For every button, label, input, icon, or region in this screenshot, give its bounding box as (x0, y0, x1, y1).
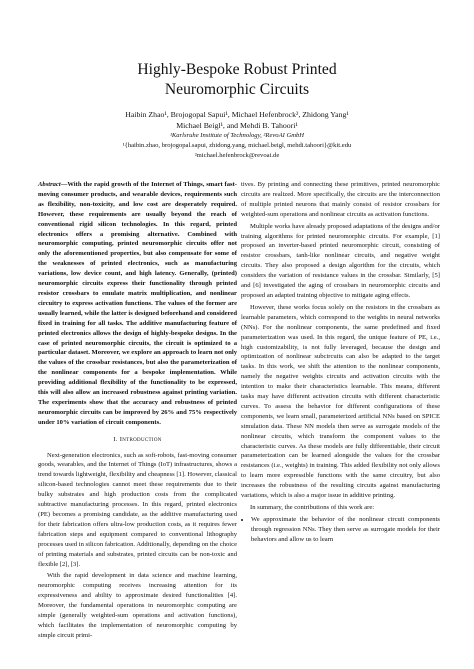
authors-line-1: Haibin Zhao¹, Brojogopal Sapui¹, Michael Hefenbrock², Zhidong Yang¹ (125, 110, 349, 119)
affiliation-line-3: ²michael.hefenbrock@revoai.de (194, 152, 280, 159)
right-column (241, 180, 440, 545)
intro-paragraph-5: In summary, the contributions of this work are: (250, 504, 375, 511)
section-heading-introduction: I. Introduction (113, 435, 162, 443)
abstract-text: —With the rapid growth of the Internet of Things, smart fast-moving consumer products, and wearable devices, requirements such as flexibility, non-toxicity, and low cost are desperately required. However, these requirements are usually beyond the reach of conventional rigid silicon technologies. In this regard, printed electronics offers a promising alternative. Combined with neuromorphic computing, printed neuromorphic circuits offer not only the aforementioned properties, but also compensate for some of the weaknesses of printed electronics, such as manufacturing variations, low device count, and high latency. Generally, (printed) neuromorphic circuits express their functionality through printed resistor crossbars to emulate matrix multiplication, and nonlinear circuitry to express activation functions. The values of the former are usually learned, while the latter is designed beforehand and considered fixed in training for all tasks. The additive manufacturing feature of printed electronics allows the design of highly-bespoke designs. In the case of printed neuromorphic circuits, the circuit is optimized to a particular dataset. Moreover, we explore an approach to learn not only the values of the crossbar resistances, but also the parameterization of the nonlinear components for a bespoke implementation. While providing additional flexibility of the functionality to be expressed, this will also allow an increased robustness against printing variation. The experiments show that the accuracy and robustness of printed neuromorphic circuits can be improved by 26% and 75% respectively under 10% variation of circuit components. (38, 181, 237, 426)
authors-line-2: Michael Beigl¹, and Mehdi B. Tahoori¹ (176, 121, 298, 130)
intro-paragraph-3: Multiple works have already proposed adaptations of the designs and/or training algorithms for printed neuromorphic circuits. For example, [1] proposed an inverter-based printed neuromorphic circuit, consisting of resistor crossbars, tanh-like nonlinear circuits, and negative weight circuits. They also proposed a design algorithm for the circuits, which considers the variation of resistance values in the crossbar. Similarly, [5] and [6] investigated the aging of crossbars in neuromorphic circuits and proposed an adapted training objective to mitigate aging effects. (241, 222, 440, 299)
contribution-list (241, 515, 440, 545)
intro-paragraph-2-continued: tives. By printing and connecting these primitives, printed neuromorphic circuits are realized. More specifically, the circuits are the interconnection of multiple printed neurons that mainly consist of resistor crossbars for weighted-sum operations and nonlinear circuits as activation functions. (241, 181, 440, 218)
left-column (38, 180, 237, 643)
abstract-label: Abstract (38, 181, 61, 188)
intro-paragraph-4: However, these works focus solely on the resistors in the crossbars as learnable parameters, which correspond to the weights in neural networks (NNs). For the nonlinear components, the same predefined and fixed parameterization was used. In this regard, the unique feature of PE, i.e., high customizability, is not fully leveraged, because the design and optimization of nonlinear subcircuits can also be adapted to the target tasks. In this work, we shift the attention to the nonlinear components, namely the negative weights circuits and activation circuits with the intention to make their characteristics learnable. This means, different tasks may have different activation circuits with different characteristic curves. To assess the behavior for different configurations of these components, we learn small, parameterized artificial NNs based on SPICE simulation data. These NN models then serve as surrogate models of the nonlinear circuits, which transform the component values to the characteristic curves. As these models are fully differentiable, their circuit parameterization can be learned alongside the values for the crossbar resistances (i.e., weights) in training. This added flexibility not only allows to learn more expressible functions with the same circuitry, but also increases the robustness of the resulting circuits against manufacturing variations, which is also a major issue in additive printing. (241, 303, 440, 500)
paper-title (40, 60, 434, 100)
affiliations (40, 131, 434, 161)
intro-paragraph-1: Next-generation electronics, such as soft-robots, fast-moving consumer goods, wearables, and the Internet of Things (IoT) infrastructures, shows a trend towards lightweight, flexibility and cheapness [1]. However, classical silicon-based technologies cannot meet these requirements due to their bulky substrates and high production costs from the complicated subtractive manufacturing processes. In this regard, printed electronics (PE) becomes a promising candidate, as the additive manufacturing used for their fabrication offers ultra-low production costs, as it requires fewer fabrication steps and equipment compared to conventional lithography processes used in silicon fabrication. Additionally, depending on the choice of printing materials and substrates, printed circuits can be non-toxic and flexible [2], [3]. (38, 451, 237, 568)
title-line-1: Highly-Bespoke Robust Printed (137, 61, 337, 78)
list-item: • We approximate the behavior of the nonlinear circuit components through regression NNs. They then serve as surrogate models for their behaviors and allow us to learn (251, 515, 440, 545)
affiliation-line-1: ¹Karlsruhe Institute of Technology, ²RevoAI GmbH (169, 132, 305, 139)
affiliation-line-2: ¹{haibin.zhao, brojogopal.sapui, zhidong.yang, michael.beigl, mehdi.tahoori}@kit.edu (122, 142, 352, 149)
author-list (40, 109, 434, 131)
title-line-2: Neuromorphic Circuits (164, 81, 310, 98)
abstract (38, 180, 237, 428)
intro-paragraph-2: With the rapid development in data science and machine learning, neuromorphic computing receives increasing attention for its expressiveness and ability to approximate desired functionalities [4]. Moreover, the fundamental operations in neuromorphic computing are simple (generally weighted-sum operations and activation functions), which facilitates the implementation of neuromorphic computing by simple circuit primi- (38, 572, 237, 639)
